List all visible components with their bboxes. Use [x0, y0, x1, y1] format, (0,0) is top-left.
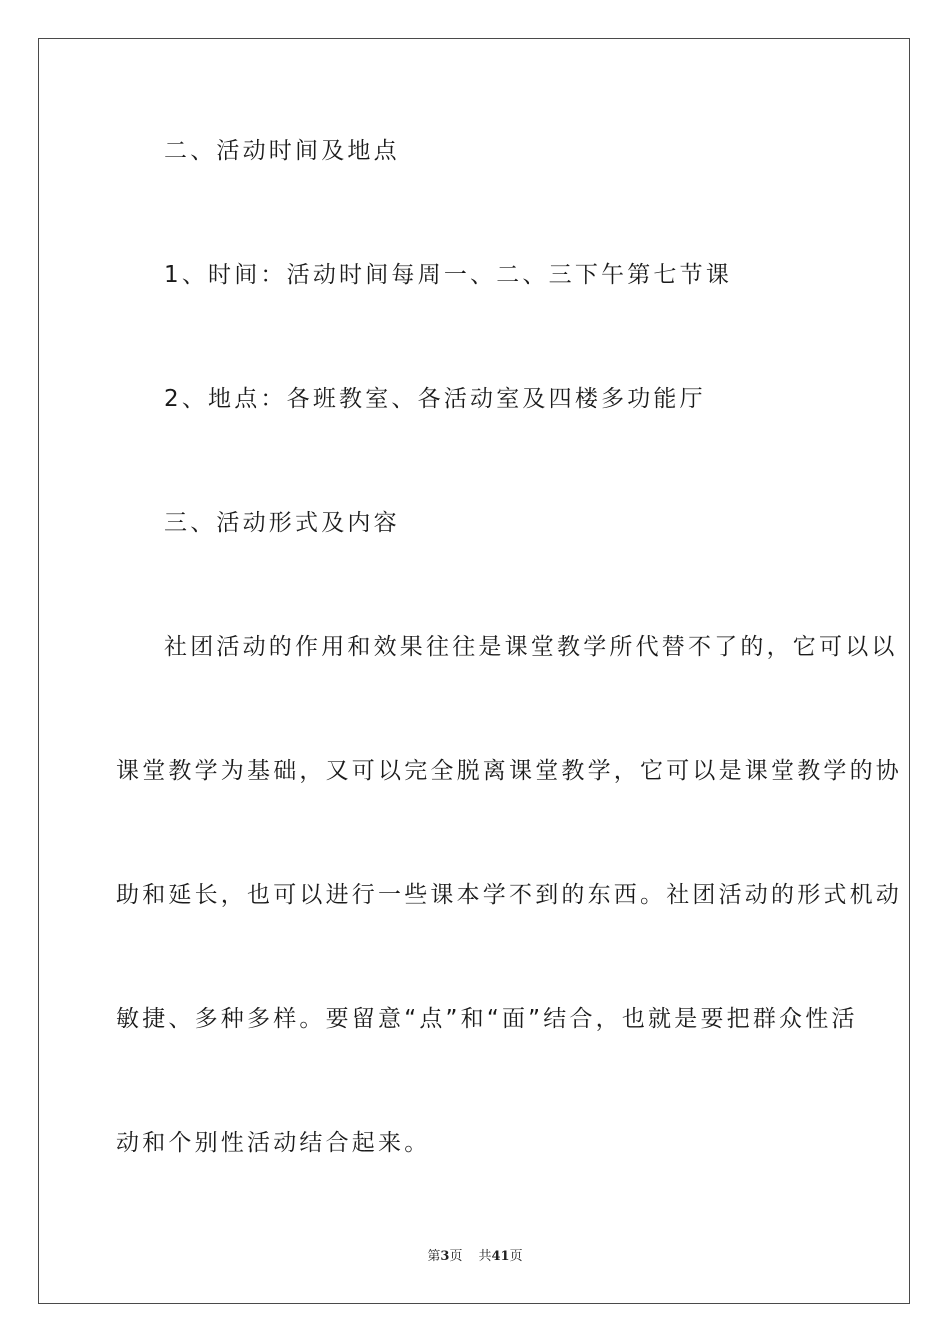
- paragraph-line-5: 动和个别性活动结合起来。: [116, 1130, 431, 1156]
- section-heading-time-location: 二、活动时间及地点: [164, 138, 400, 164]
- footer-total-prefix: 共: [478, 1249, 492, 1264]
- page-border: [38, 38, 910, 1304]
- paragraph-line-4: 敏捷、多种多样。要留意“点”和“面”结合，也就是要把群众性活: [116, 1006, 858, 1032]
- paragraph-location: 2、地点：各班教室、各活动室及四楼多功能厅: [164, 386, 706, 412]
- paragraph-line-2: 课堂教学为基础，又可以完全脱离课堂教学，它可以是课堂教学的协: [116, 758, 902, 784]
- footer-page-prefix: 第: [427, 1249, 441, 1264]
- paragraph-line-1: 社团活动的作用和效果往往是课堂教学所代替不了的，它可以以: [164, 634, 898, 660]
- paragraph-line-3: 助和延长，也可以进行一些课本学不到的东西。社团活动的形式机动: [116, 882, 902, 908]
- section-heading-form-content: 三、活动形式及内容: [164, 510, 400, 536]
- footer-page-suffix: 页: [449, 1249, 463, 1264]
- page-footer: [0, 1245, 950, 1264]
- footer-page-number: 3: [440, 1249, 450, 1264]
- paragraph-time: 1、时间：活动时间每周一、二、三下午第七节课: [164, 262, 733, 288]
- footer-total-suffix: 页: [509, 1249, 523, 1264]
- footer-total-pages: 41: [491, 1249, 510, 1264]
